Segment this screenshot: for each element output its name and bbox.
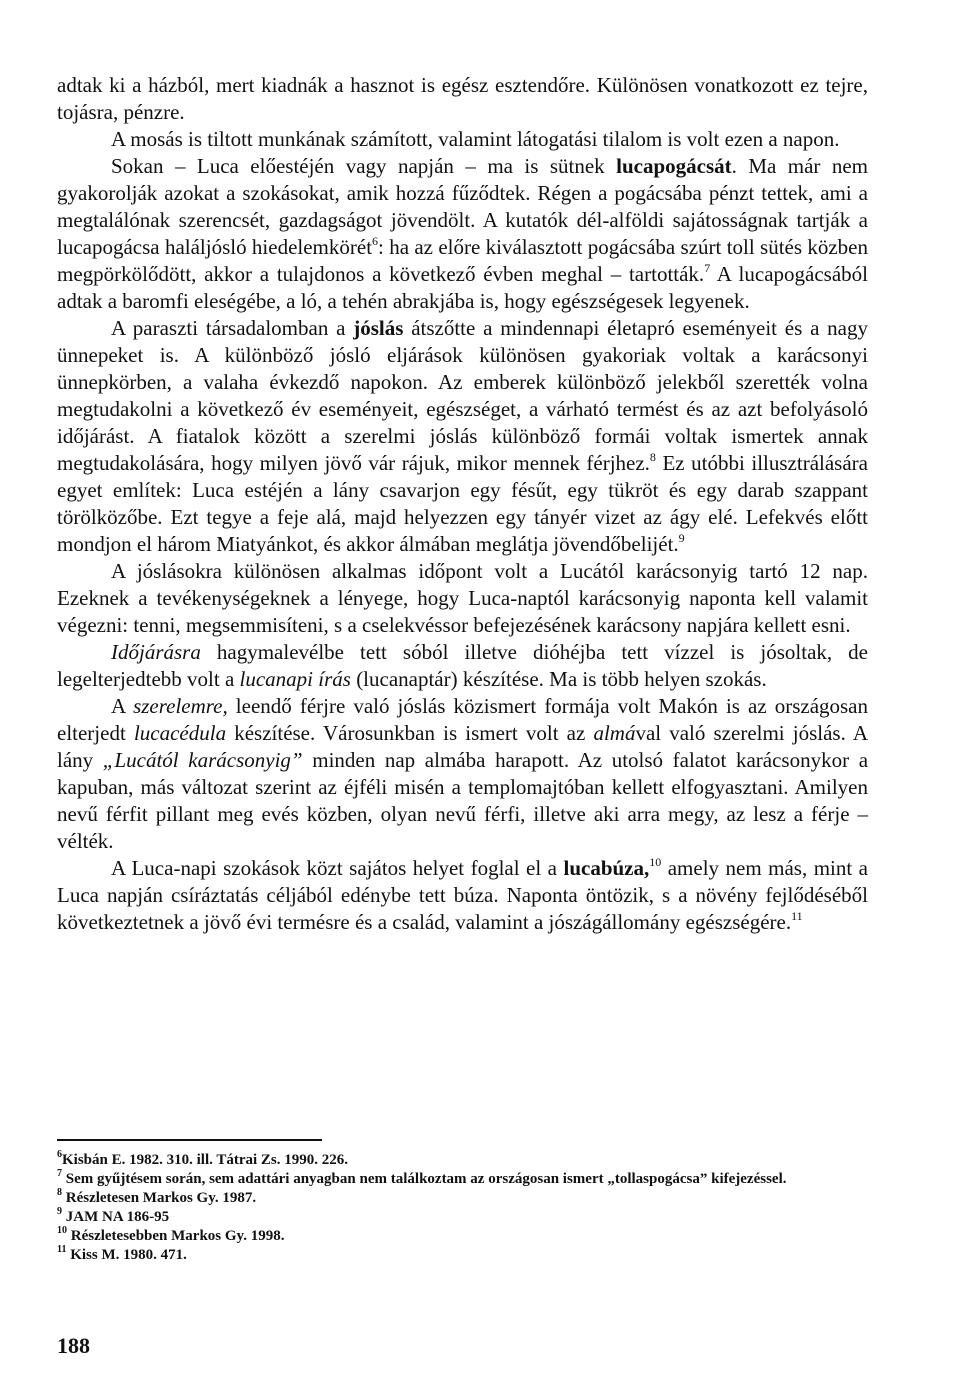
footnote-rule — [57, 1139, 322, 1141]
italic-term: lucacédula — [133, 721, 227, 745]
text-run: : ha az előre kiválasztott pogácsába szúrt toll sütés közben megpörkölődött, akkor a tulajdonos a következő évben meghal – tartották. — [57, 235, 868, 286]
footnote-number: 10 — [57, 1225, 67, 1236]
italic-term: lucanapi írás — [239, 667, 351, 691]
text-run: amely nem más, mint a Luca napján csíráztatás céljából edénybe tett búza. Naponta öntözik, s a növény fejlődéséből következtetnek a jövő évi termésre és a család, valamint a jószágállomány egészségére. — [57, 856, 868, 934]
page-number: 188 — [57, 1333, 90, 1358]
footnote — [57, 1151, 868, 1170]
text-run: A mosás is tiltott munkának számított, valamint látogatási tilalom is volt ezen a napon. — [111, 127, 840, 151]
footnote — [57, 1246, 868, 1265]
footnote-number: 7 — [57, 1168, 62, 1179]
text-run: (lucanaptár) készítése. Ma is több helyen szokás. — [350, 667, 767, 691]
text-run: készítése. Városunkban is ismert volt az — [226, 721, 594, 745]
footnote-number: 11 — [57, 1244, 67, 1255]
text-run: . Ma már nem gyakorolják azokat a szokásokat, amik hozzá fűződtek. Régen a pogácsába pénzt tettek, ami a megtalálónak szerencsét, gazdagságot jövendölt. A kutatók dél-alföldi sajátosságnak tartják a lucapogácsa haláljósló hiedelemkörét — [57, 154, 869, 259]
italic-term: szerelemre, — [133, 694, 228, 718]
text-run: minden nap almába harapott. Az utolsó falatot karácsonykor a kapuban, más változat szerint az éjféli misén a templomajtóban kellett elfogyasztani. Amilyen nevű férfit pillant meg evés közben, olyan nevű férfi, illetve aki arra megy, az lesz a férje – vélték. — [57, 748, 869, 853]
footnote — [57, 1208, 868, 1227]
paragraph — [57, 72, 868, 126]
footnote-number: 8 — [57, 1187, 62, 1198]
footnote — [57, 1170, 868, 1189]
footnote-number: 9 — [57, 1206, 62, 1217]
footnotes — [57, 1151, 868, 1265]
footnote-text: Kiss M. 1980. 471. — [66, 1247, 187, 1263]
text-run: A jóslásokra különösen alkalmas időpont volt a Lucától karácsonyig tartó 12 nap. Ezeknek a tevékenységeknek a lényege, hogy Luca-naptól karácsonyig naponta kell valamit végezni: tenni, megsemmisíteni, s a cselekvéssor befejezésének karácsony napjára kellett esni. — [57, 559, 868, 637]
footnote — [57, 1227, 868, 1246]
paragraph — [57, 639, 868, 693]
footnote-text: Részletesebben Markos Gy. 1998. — [67, 1228, 285, 1244]
footnote-text: Kisbán E. 1982. 310. ill. Tátrai Zs. 1990. 226. — [62, 1152, 349, 1168]
text-run: A Luca-napi szokások közt sajátos helyet foglal el a — [111, 856, 564, 880]
footnote-text: Sem gyűjtésem során, sem adattári anyagban nem találkoztam az országosan ismert „tollaspogácsa” kifejezéssel. — [62, 1171, 787, 1187]
footnote-marker: 6 — [372, 234, 379, 248]
footnote-marker: 9 — [678, 531, 685, 545]
footnote-number: 6 — [57, 1149, 62, 1160]
paragraph — [57, 126, 868, 153]
paragraph — [57, 558, 868, 639]
footnote-marker: 7 — [704, 261, 711, 275]
italic-term: almá — [593, 721, 636, 745]
text-run: A lucapogácsából adtak a baromfi eleségébe, a ló, a tehén abrakjába is, hogy egészségesek legyenek. — [57, 262, 869, 313]
footnote-text: JAM NA 186-95 — [62, 1209, 170, 1225]
footnote-text: Részletesen Markos Gy. 1987. — [62, 1190, 257, 1206]
main-text — [57, 72, 868, 936]
text-run: A — [111, 694, 134, 718]
paragraph — [57, 855, 868, 936]
paragraph — [57, 315, 868, 558]
text-run: leendő férjre való jóslás közismert formája volt Makón is az országosan elterjedt — [57, 694, 869, 745]
paragraph — [57, 153, 868, 315]
footnote — [57, 1189, 868, 1208]
bold-term: lucapogácsát — [616, 154, 732, 178]
italic-term: „Lucától karácsonyig” — [102, 748, 303, 772]
text-run: val való szerelmi jóslás. A lány — [57, 721, 868, 772]
text-run: A paraszti társadalomban a — [111, 316, 354, 340]
footnote-marker: 11 — [791, 909, 803, 923]
text-run: átszőtte a mindennapi életapró eseményeit és a nagy ünnepeket is. A különböző jósló eljárások különösen gyakoriak voltak a karácsonyi ünnepkörben, a valaha évkezdő napokon. Az emberek különböző jelekből szerették volna megtudakolni a következő év eseményeit, egészséget, a várható termést és az azt befolyásoló időjárást. A fiatalok között a szerelmi jóslás különböző formái voltak ismertek annak megtudakolására, hogy milyen jövő vár rájuk, mikor mennek férjhez. — [57, 316, 868, 475]
bold-term: jóslás — [353, 316, 404, 340]
italic-term: Időjárásra — [111, 640, 201, 664]
text-run: adtak ki a házból, mert kiadnák a hasznot is egész esztendőre. Különösen vonatkozott ez tejre, tojásra, pénzre. — [57, 73, 868, 124]
paragraph — [57, 693, 868, 855]
text-run: hagymalevélbe tett sóból illetve dióhéjba tett vízzel is jósoltak, de legelterjedtebb volt a — [57, 640, 868, 691]
footnote-marker: 8 — [649, 450, 656, 464]
bold-term: lucabúza, — [563, 856, 650, 880]
text-run: Sokan – Luca előestéjén vagy napján – ma is sütnek — [111, 154, 617, 178]
text-run: Ez utóbbi illusztrálására egyet említek: Luca estéjén a lány csavarjon egy fésűt, egy tükröt és egy darab szappant törölközőbe. Ezt tegye a feje alá, majd helyezzen egy tányér vizet az ágy elé. Lefekvés előtt mondjon el három Miatyánkot, és akkor álmában meglátja jövendőbelijét. — [57, 451, 868, 556]
footnote-marker: 10 — [649, 855, 662, 869]
